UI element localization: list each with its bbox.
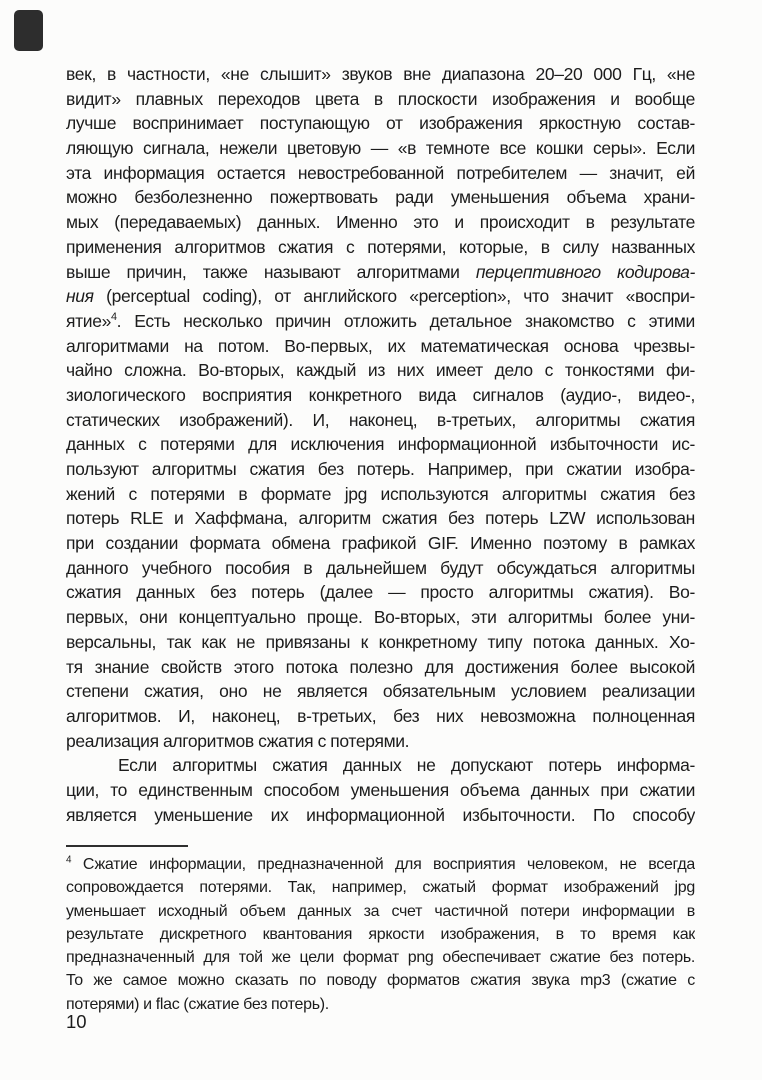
text-line: Если алгоритмы сжатия данных не допускают потерь информа- <box>118 755 695 776</box>
text-line: алгоритмами на потом. Во-первых, их математическая основа чрезвы- <box>66 335 695 356</box>
text-line: тя знание свойств этого потока полезно для достижения более высокой <box>66 656 695 677</box>
text-line: при создании формата обмена графикой GIF. Именно поэтому в рамках <box>66 533 695 554</box>
text-line: сжатия данных без потерь (далее — просто алгоритмы сжатия). Во- <box>66 582 695 603</box>
text-line: жений с потерями в формате jpg используются алгоритмы сжатия без <box>66 483 695 504</box>
text-line: результате дискретного квантования яркости изображения, в то время как <box>66 925 695 943</box>
text-line: ния (perceptual coding), от английского «perception», что значит «воспри- <box>66 286 695 307</box>
text-line: эта информация остается невостребованной потребителем — значит, ей <box>66 162 695 183</box>
text-line: ятие»$^4$. Есть несколько причин отложить детальное знакомство с этими <box>66 310 695 331</box>
text-line: мых (передаваемых) данных. Именно это и происходит в результате <box>66 212 695 233</box>
footnote-separator <box>66 845 188 847</box>
text-line: данных с потерями для исключения информационной избыточности ис- <box>66 434 695 455</box>
text-line: можно безболезненно пожертвовать ради уменьшения объема храни- <box>66 187 695 208</box>
text-line: версальны, так как не привязаны к конкретному типу потока данных. Хо- <box>66 631 695 652</box>
emphasized-text: перцептивного кодирова- <box>475 261 695 282</box>
text-line: является уменьшение их информационной избыточности. По способу <box>66 804 695 825</box>
text-line: зиологического восприятия конкретного вида сигналов (аудио-, видео-, <box>66 384 695 405</box>
text-line: ляющую сигнала, нежели цветовую — «в темноте все кошки серы». Если <box>66 138 695 159</box>
text-line: век, в частности, «не слышит» звуков вне диапазона 20–20 000 Гц, «не <box>66 64 695 84</box>
text-line: ции, то единственным способом уменьшения объема данных при сжатии <box>66 779 695 800</box>
text-line: $^4$ Сжатие информации, предназначенной для восприятия человеком, не всегда <box>66 854 695 873</box>
page-number: 10 <box>66 1011 87 1032</box>
text-line: применения алгоритмов сжатия с потерями, которые, в силу названных <box>66 236 695 257</box>
text-line: алгоритмов. И, наконец, в-третьих, без них невозможна полноценная <box>66 705 695 726</box>
text-line: видит» плавных переходов цвета в плоскости изображения и вообще <box>66 88 695 109</box>
text-line: потерь RLE и Хаффмана, алгоритм сжатия без потерь LZW использован <box>66 508 695 529</box>
text-line: То же самое можно сказать по поводу форматов сжатия звука mp3 (сжатие с <box>66 972 695 990</box>
text-line: предназначенный для той же цели формат png обеспечивает сжатие без потерь. <box>66 949 695 967</box>
body-text <box>66 62 695 827</box>
text-line: пользуют алгоритмы сжатия без потерь. Например, при сжатии изобра- <box>66 459 695 479</box>
text-line: статических изображений). И, наконец, в-третьих, алгоритмы сжатия <box>66 409 695 430</box>
text-line: лучше воспринимает поступающую от изображения яркостную состав- <box>66 113 695 134</box>
text-line: выше причин, также называют алгоритмами перцептивного кодирова- <box>66 261 695 282</box>
text-line: первых, они концептуально проще. Во-вторых, эти алгоритмы более уни- <box>66 607 695 628</box>
text-line: сопровождается потерями. Так, например, сжатый формат изображений jpg <box>66 879 695 897</box>
text-line: потерями) и flac (сжатие без потерь). <box>66 995 329 1013</box>
emphasized-text: ния <box>66 286 94 307</box>
text-line: реализация алгоритмов сжатия с потерями. <box>66 730 410 751</box>
footnote-marker: 4 <box>110 311 117 324</box>
text-line: уменьшает исходный объем данных за счет частичной потери информации в <box>66 902 695 920</box>
text-line: чайно сложна. Во-вторых, каждый из них имеет дело с тонкостями фи- <box>66 360 695 381</box>
footnote-marker: 4 <box>66 854 72 866</box>
scan-corner-artifact <box>14 10 43 51</box>
text-line: данного учебного пособия в дальнейшем будут обсуждаться алгоритмы <box>66 557 695 578</box>
text-line: степени сжатия, оно не является обязательным условием реализации <box>66 681 695 702</box>
footnote-text <box>66 853 695 1016</box>
